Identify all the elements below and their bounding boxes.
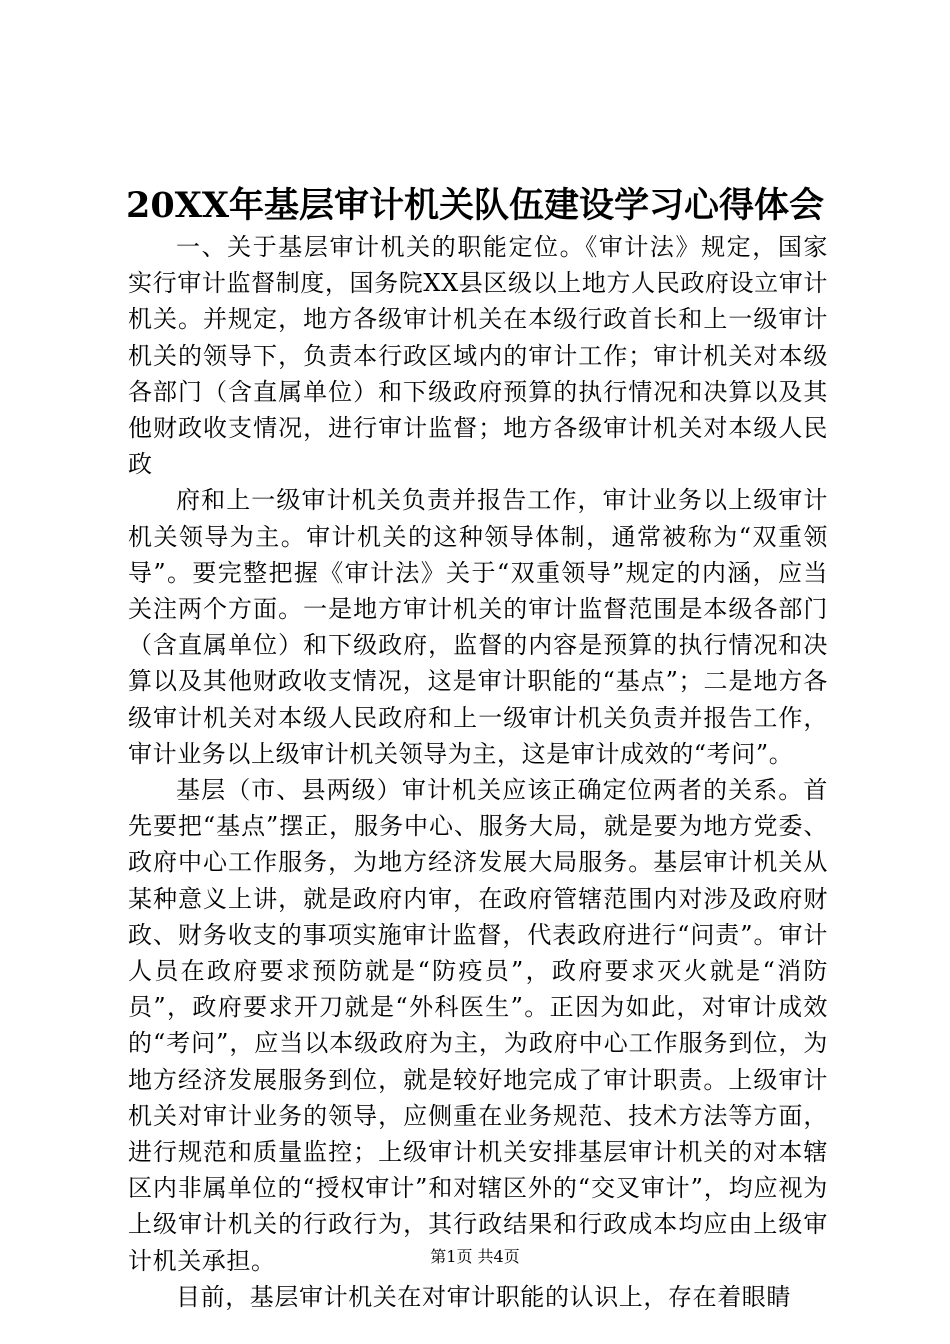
document-title: 20XX年基层审计机关队伍建设学习心得体会 [125,185,825,226]
page-number-footer: 第1页 共4页 [430,1247,520,1266]
paragraph: 一、关于基层审计机关的职能定位。《审计法》规定，国家实行审计监督制度，国务院XX县区级以上地方人民政府设立审计机关。并规定，地方各级审计机关在本级行政首长和上一级审计机关的领导下，负责本行政区域内的审计工作；审计机关对本级各部门（含直属单位）和下级政府预算的执行情况和决算以及其他财政收支情况，进行审计监督；地方各级审计机关对本级人民政 [128,233,828,479]
paragraph: 目前，基层审计机关在对审计职能的认识上，存在着眼睛 [176,1282,791,1311]
document-body [128,229,828,1315]
paragraph: 基层（市、县两级）审计机关应该正确定位两者的关系。首先要把“基点”摆正，服务中心、服务大局，就是要为地方党委、政府中心工作服务，为地方经济发展大局服务。基层审计机关从某种意义上讲，就是政府内审，在政府管辖范围内对涉及政府财政、财务收支的事项实施审计监督，代表政府进行“问责”。审计人员在政府要求预防就是“防疫员”，政府要求灭火就是“消防员”，政府要求开刀就是“外科医生”。正因为如此，对审计成效的“考问”，应当以本级政府为主，为政府中心工作服务到位，为地方经济发展服务到位，就是较好地完成了审计职责。上级审计机关对审计业务的领导，应侧重在业务规范、技术方法等方面，进行规范和质量监控；上级审计机关安排基层审计机关的对本辖区内非属单位的“授权审计”和对辖区外的“交叉审计”，均应视为上级审计机关的行政行为，其行政结果和行政成本均应由上级审计机关承担。 [128,776,828,1275]
paragraph: 府和上一级审计机关负责并报告工作，审计业务以上级审计机关领导为主。审计机关的这种领导体制，通常被称为“双重领导”。要完整把握《审计法》关于“双重领导”规定的内涵，应当关注两个方面。一是地方审计机关的审计监督范围是本级各部门（含直属单位）和下级政府，监督的内容是预算的执行情况和决算以及其他财政收支情况，这是审计职能的“基点”；二是地方各级审计机关对本级人民政府和上一级审计机关负责并报告工作，审计业务以上级审计机关领导为主，这是审计成效的“考问”。 [128,486,828,768]
